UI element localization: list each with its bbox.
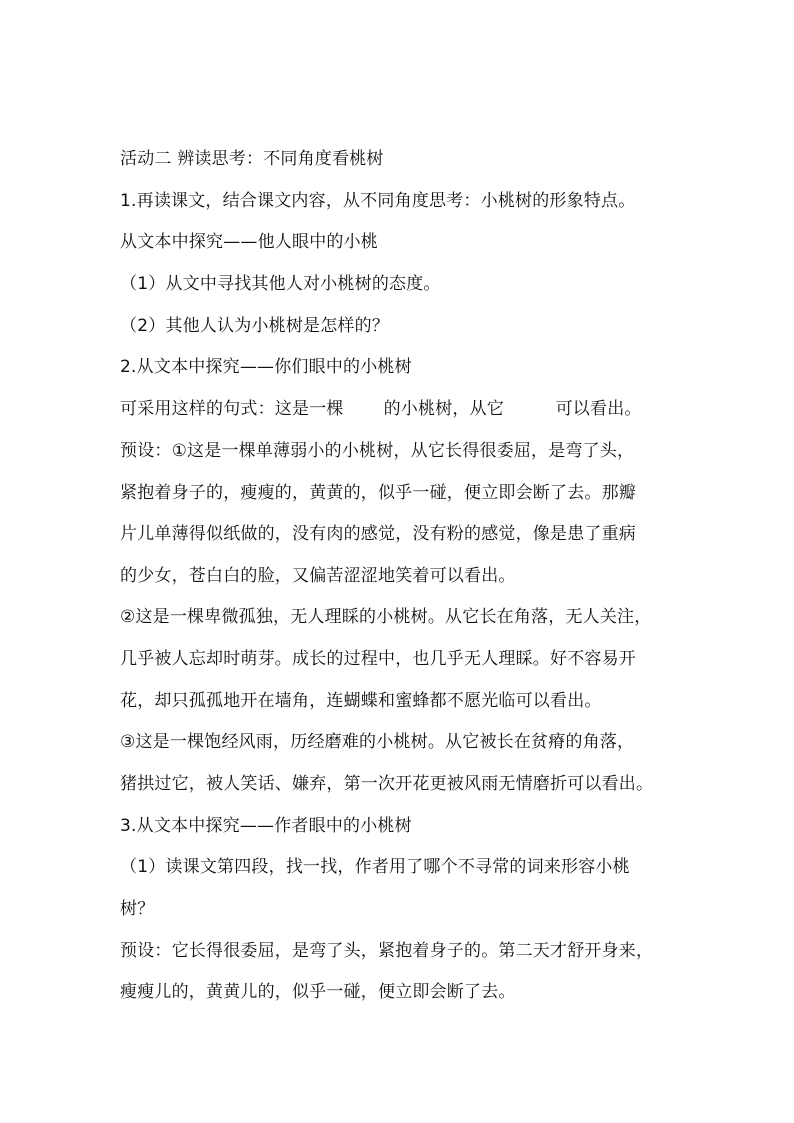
preset-answer-line-2: 瘦瘦儿的，黄黄儿的，似乎一碰，便立即会断了去。 <box>120 982 516 1002</box>
preset-answer-line-1: 预设：它长得很委屈，是弯了头，紧抱着身子的。第二天才舒开身来， <box>120 941 654 961</box>
question-2: 2.从文本中探究——你们眼中的小桃树 <box>120 357 412 377</box>
sub-question-3-1-line-1: （1）读课文第四段，找一找，作者用了哪个不寻常的词来形容小桃 <box>120 857 630 877</box>
question-1: 1.再读课文，结合课文内容，从不同角度思考：小桃树的形象特点。 <box>120 191 636 211</box>
subheading-others-view: 从文本中探究——他人眼中的小桃 <box>120 232 378 252</box>
sub-question-1: （1）从文中寻找其他人对小桃树的态度。 <box>120 274 441 294</box>
preset-1-line-1: 预设：①这是一棵单薄弱小的小桃树，从它长得很委屈，是弯了头， <box>120 441 635 461</box>
preset-3-line-1: ③这是一棵饱经风雨，历经磨难的小桃树。从它被长在贫瘠的角落， <box>120 732 635 752</box>
preset-1-line-2: 紧抱着身子的，瘦瘦的，黄黄的，似乎一碰，便立即会断了去。那瓣 <box>120 483 636 503</box>
preset-2-line-2: 几乎被人忘却时萌芽。成长的过程中，也几乎无人理睬。好不容易开 <box>120 649 636 669</box>
sub-question-2: （2）其他人认为小桃树是怎样的？ <box>120 316 390 336</box>
preset-2-line-1: ②这是一棵卑微孤独，无人理睬的小桃树。从它长在角落，无人关注， <box>120 607 652 627</box>
activity-heading: 活动二 辨读思考：不同角度看桃树 <box>120 149 384 169</box>
preset-3-line-2: 猪拱过它，被人笑话、嫌弃，第一次开花更被风雨无情磨折可以看出。 <box>120 774 654 794</box>
sentence-pattern: 可采用这样的句式：这是一棵 的小桃树，从它 可以看出。 <box>120 399 642 419</box>
preset-1-line-3: 片儿单薄得似纸做的，没有肉的感觉，没有粉的感觉，像是患了重病 <box>120 524 636 544</box>
sub-question-3-1-line-2: 树？ <box>120 899 155 919</box>
preset-1-line-4: 的少女，苍白白的脸，又偏苦涩涩地笑着可以看出。 <box>120 566 516 586</box>
preset-2-line-3: 花，却只孤孤地开在墙角，连蝴蝶和蜜蜂都不愿光临可以看出。 <box>120 691 602 711</box>
question-3: 3.从文本中探究——作者眼中的小桃树 <box>120 816 412 836</box>
